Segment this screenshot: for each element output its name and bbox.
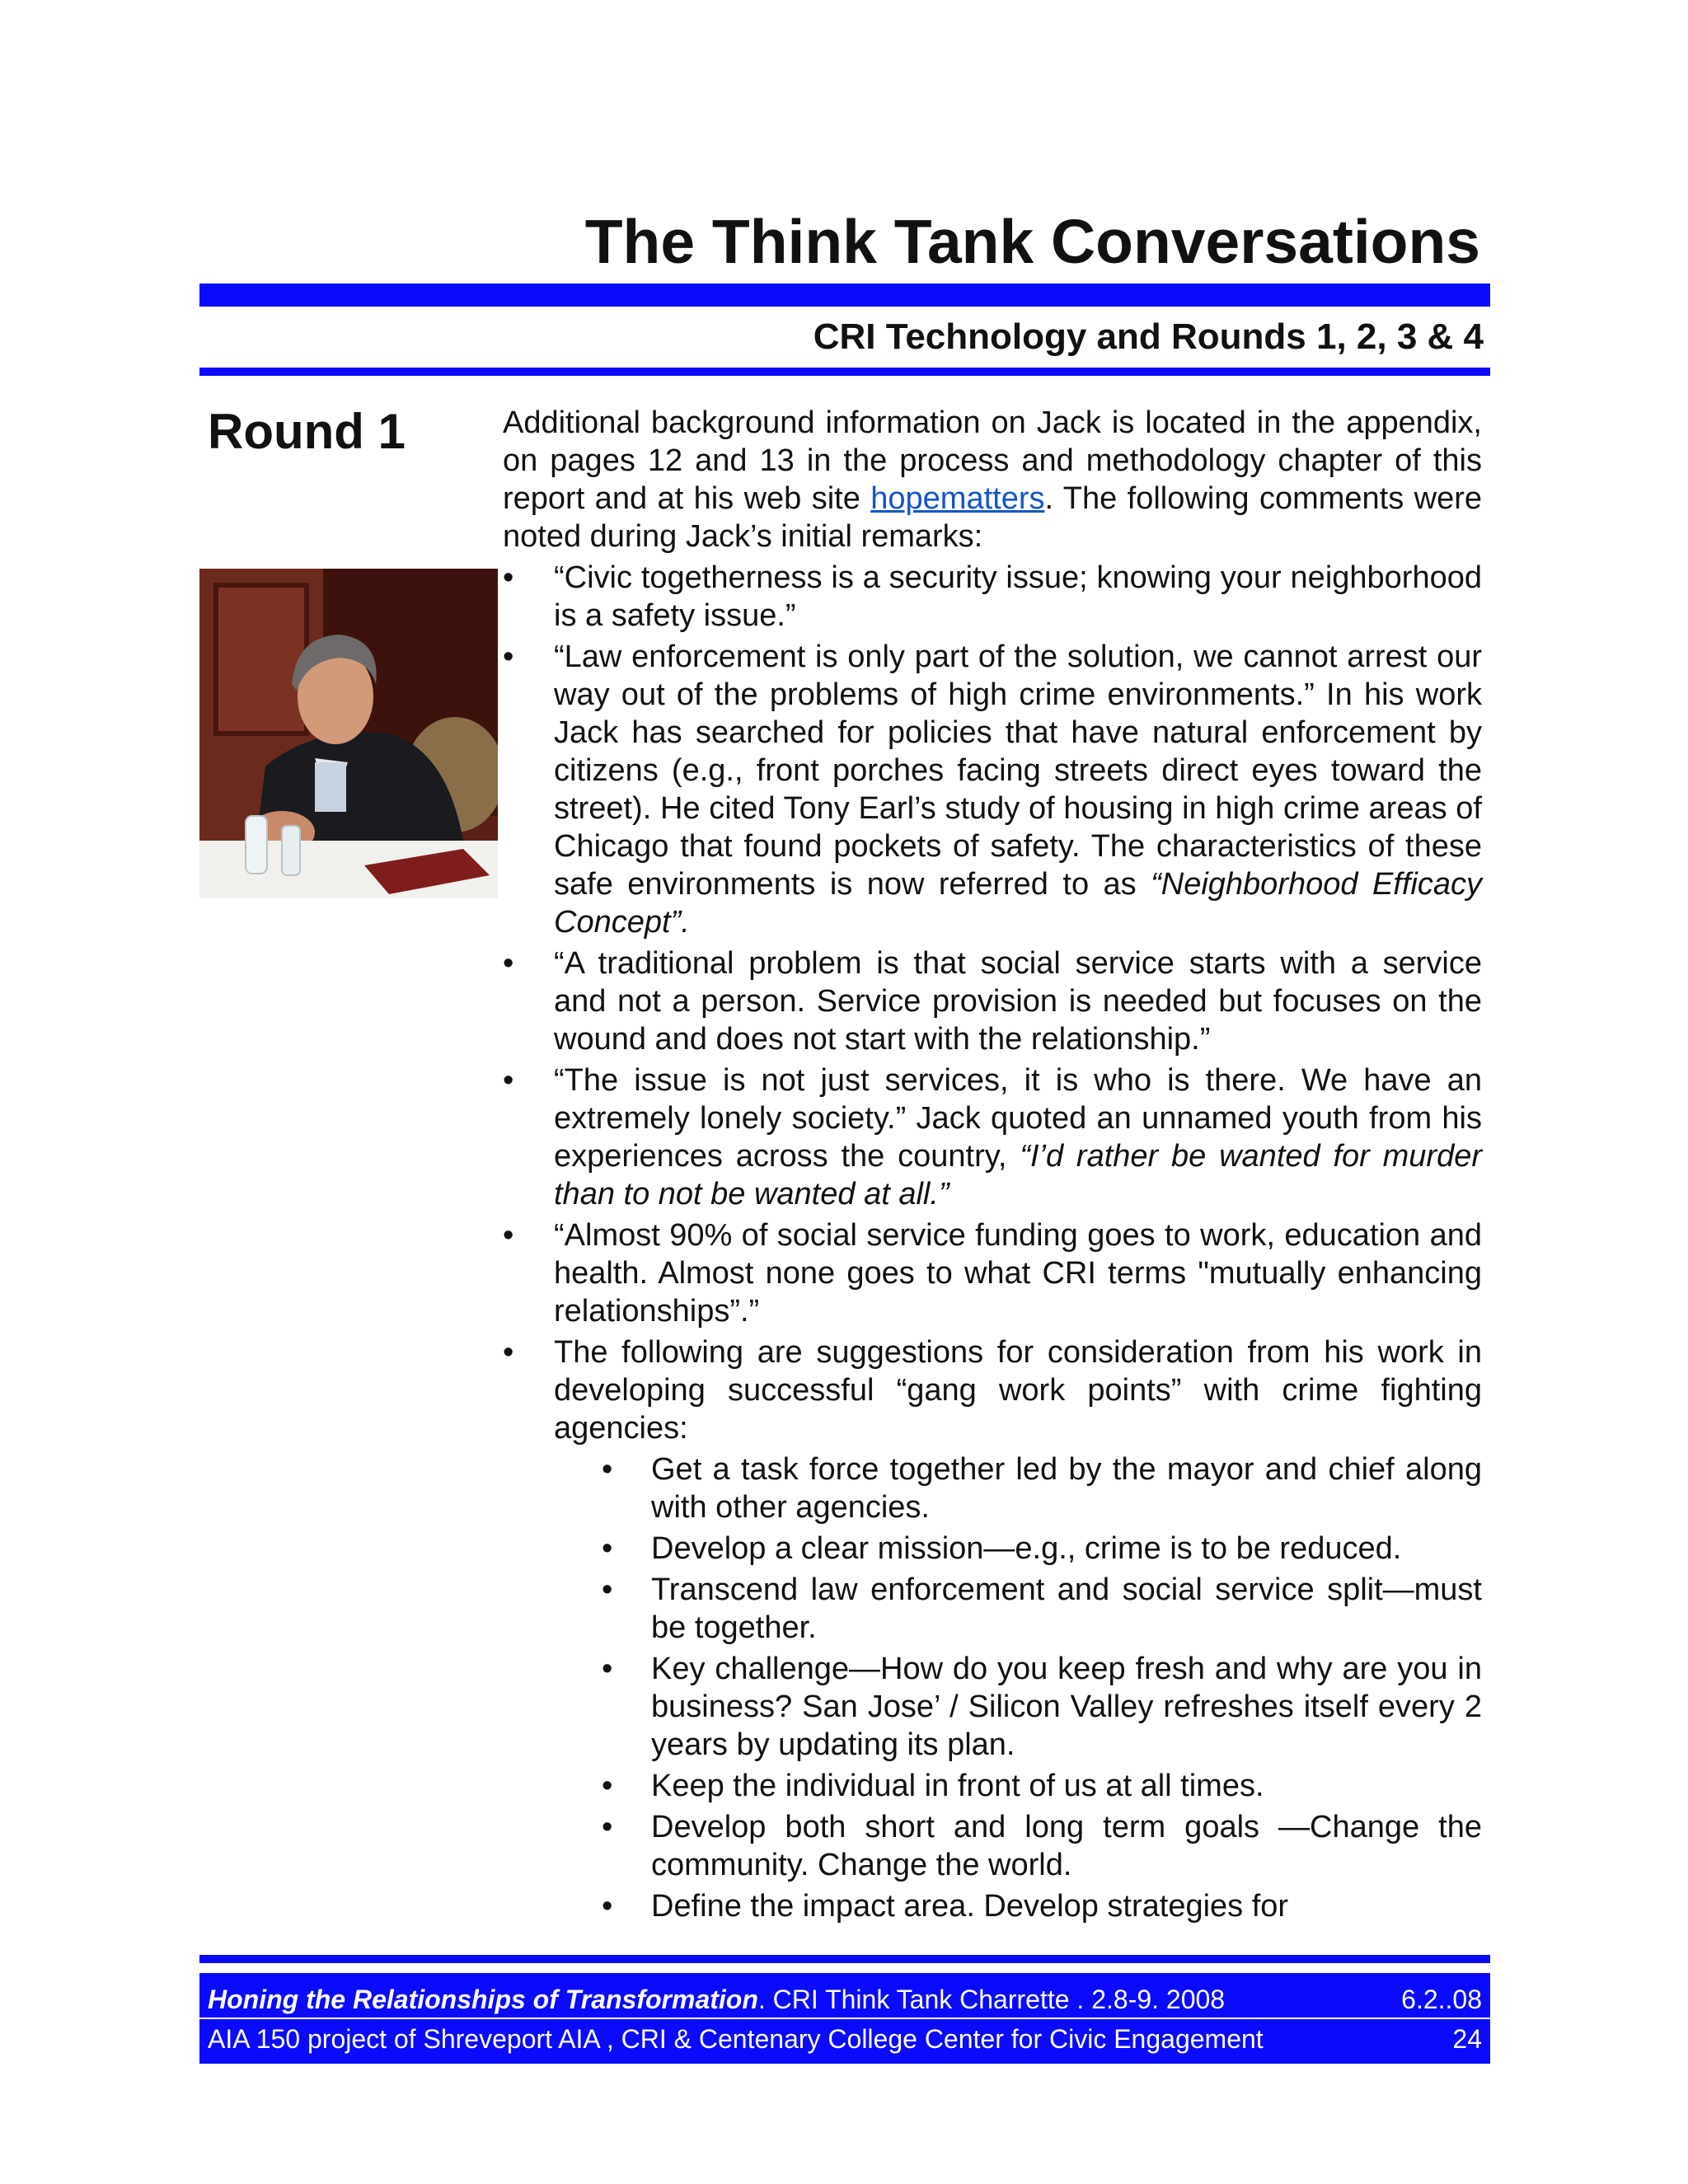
bullet-text: The following are suggestions for consideration from his work in developing successful “gang work points” with crime fighting agencies: [554,1335,1482,1446]
footer-rule [199,1955,1490,1963]
page-number: 24 [1452,2024,1482,2054]
bullet-text: “Almost 90% of social service funding goes to work, education and health. Almost none goes to what CRI terms "mutually enhancing relationships”.” [554,1218,1482,1329]
sub-list-item: • Keep the individual in front of us at all times. [602,1767,1482,1805]
hopematters-link[interactable]: hopematters [870,481,1045,516]
intro-text-end: . The following comments were noted during Jack’s initial remarks: [503,481,1482,554]
sub-list-item: • Define the impact area. Develop strategies for [602,1887,1482,1925]
intro-text: Additional background information on Jack is located in the appendix, on pages 12 and 13 in the process and methodology chapter of this report and at his web site [503,405,1482,516]
bullet-text: “Civic togetherness is a security issue; knowing your neighborhood is a safety issue.” [554,560,1482,633]
title-rule [199,284,1490,307]
footer-project: AIA 150 project of Shreveport AIA , CRI & Centenary College Center for Civic Engagement [208,2024,1264,2054]
bullet-italic-text: “Neighborhood Efficacy Concept”. [554,867,1482,940]
footer-date: 6.2..08 [1401,1985,1482,2014]
page-title: The Think Tank Conversations [584,207,1480,276]
intro-paragraph [503,404,1482,555]
comments-list [503,559,1482,1447]
suggestions-list [503,1451,1482,1925]
bullet-text: “The issue is not just services, it is who is there. We have an extremely lonely society.” Jack quoted an unnamed youth from his experiences across the country, [554,1063,1482,1174]
list-item [503,1062,1482,1213]
footer-divider [199,2018,1490,2019]
sub-list-item: • Get a task force together led by the mayor and chief along with other agencies. [602,1451,1482,1526]
page-footer [199,1973,1490,2064]
bullet-italic-text: “I’d rather be wanted for murder than to not be wanted at all.” [554,1139,1483,1212]
bullet-text: “Law enforcement is only part of the solution, we cannot arrest our way out of the problems of high crime environments.” In his work Jack has searched for policies that have natural enforcement by citizens (e.g., front porches facing streets direct eyes toward the street). He cited Tony Earl’s study of housing in high crime areas of Chicago that found pockets of safety. The characteristics of these safe environments is now referred to as [554,640,1482,902]
footer-line-2 [208,2021,1482,2057]
bullet-text: “A traditional problem is that social service starts with a service and not a person. Service provision is needed but focuses on the wound and does not start with the relationship.” [554,946,1482,1057]
sub-list-item: • Key challenge—How do you keep fresh and why are you in business? San Jose’ / Silicon Valley refreshes itself every 2 years by updating its plan. [602,1650,1482,1764]
footer-event: . CRI Think Tank Charrette . 2.8-9. 2008 [757,1985,1226,2014]
footer-line-1 [208,1981,1482,2018]
footer-publication-title: Honing the Relationships of Transformation [208,1985,758,2014]
section-heading: Round 1 [208,404,406,459]
sub-list-item: • Transcend law enforcement and social service split—must be together. [602,1571,1482,1647]
list-item [503,944,1482,1058]
list-item [503,638,1482,941]
footer-citation [208,1981,1225,2018]
subtitle-rule [199,368,1490,376]
page-subtitle: CRI Technology and Rounds 1, 2, 3 & 4 [813,316,1484,357]
speaker-photo [199,569,498,898]
list-item [503,1333,1482,1447]
body-text [503,404,1482,1925]
sub-list-item: • Develop both short and long term goals —Change the community. Change the world. [602,1808,1482,1884]
list-item [503,1216,1482,1330]
list-item [503,559,1482,635]
sub-list-item: • Develop a clear mission—e.g., crime is to be reduced. [602,1530,1482,1568]
